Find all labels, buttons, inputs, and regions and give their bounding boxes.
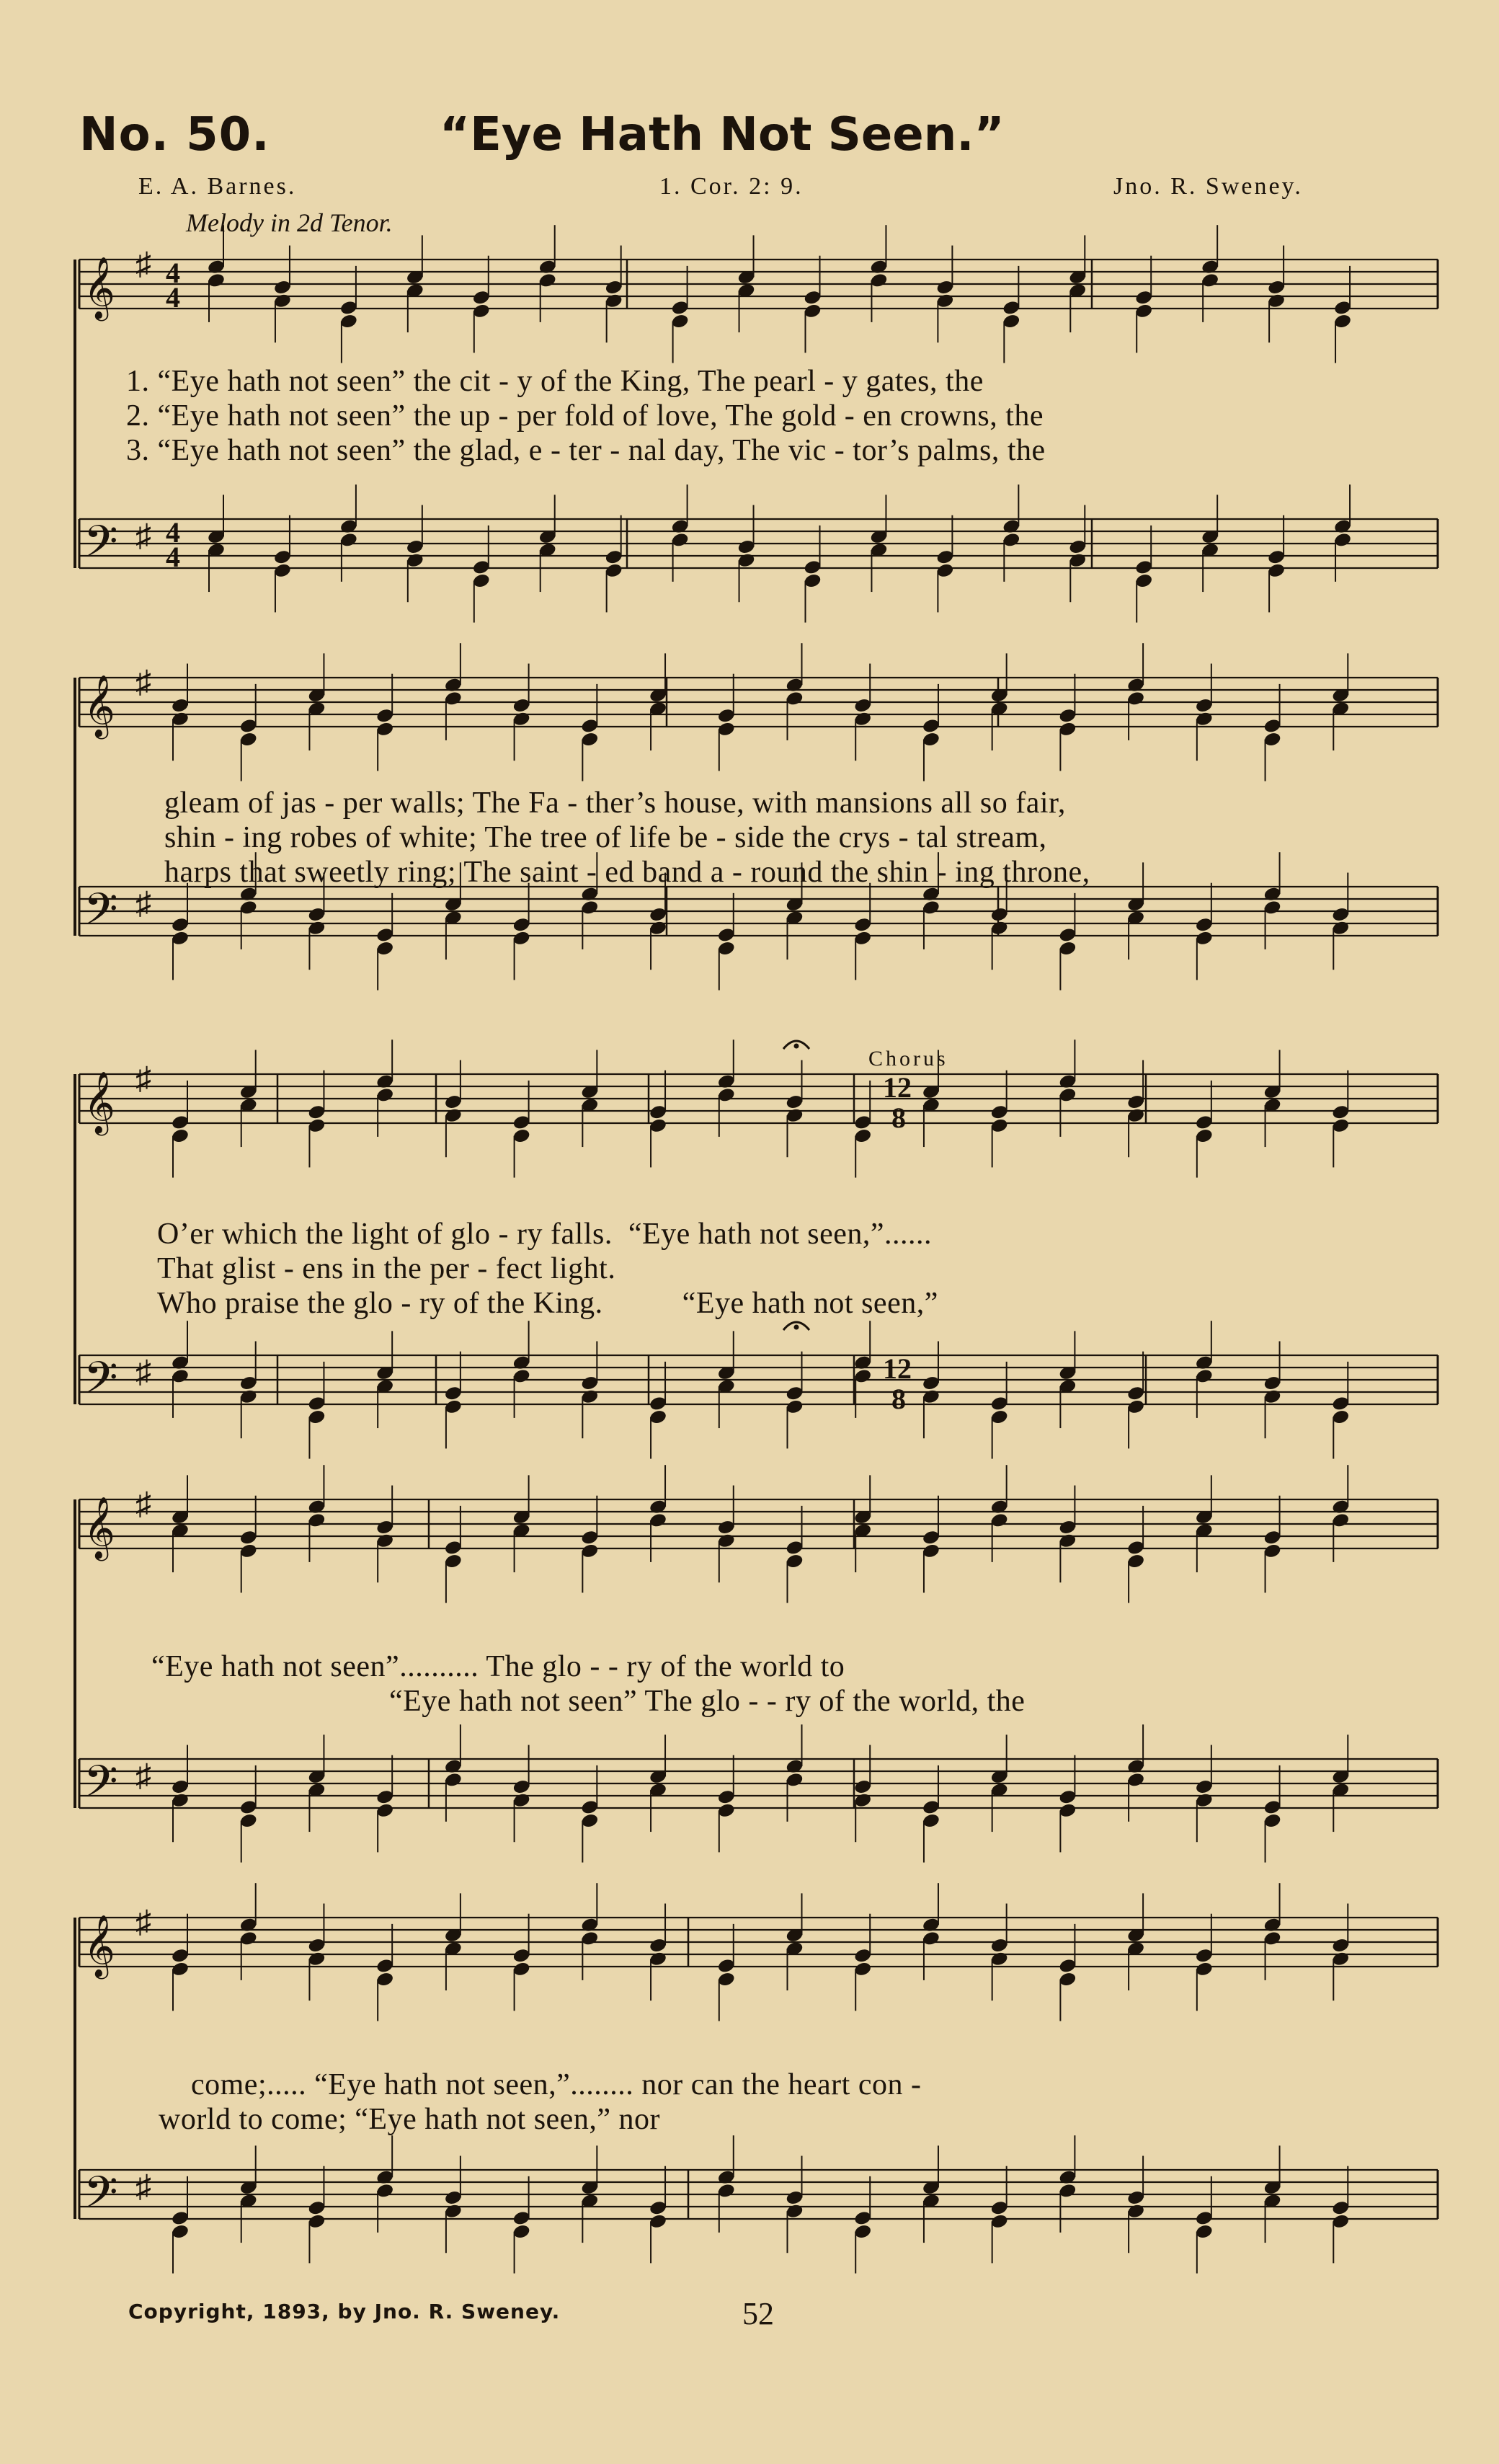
sharp-icon: ♯ <box>135 1060 151 1096</box>
verse-1-line-3: O’er which the light of glo - ry falls. “Eye hath not seen,”...... <box>157 1218 933 1251</box>
time-signature-top: 4 <box>166 257 180 289</box>
time-signature-top: 12 <box>883 1352 912 1385</box>
sharp-icon: ♯ <box>135 1486 151 1522</box>
time-signature-bottom: 4 <box>166 541 180 573</box>
bass-clef-icon: 𝄢 <box>84 516 118 578</box>
treble-clef-icon: 𝄞 <box>84 257 115 319</box>
chorus-line-2-upper: come;..... “Eye hath not seen,”........ nor can the heart con - <box>191 2068 922 2101</box>
time-signature-bottom: 4 <box>166 281 180 314</box>
verse-3-line-1: 3. “Eye hath not seen” the glad, e - ter - nal day, The vic - tor’s palms, the <box>126 434 1046 467</box>
treble-clef-icon: 𝄞 <box>84 1915 115 1977</box>
tempo-marking: Melody in 2d Tenor. <box>186 208 393 237</box>
hymn-title: “Eye Hath Not Seen.” <box>440 108 1005 161</box>
composer-credit: Jno. R. Sweney. <box>1113 173 1303 200</box>
bass-clef-icon: 𝄢 <box>84 1756 118 1818</box>
lyricist-credit: E. A. Barnes. <box>138 173 297 200</box>
sharp-icon: ♯ <box>135 246 151 282</box>
chorus-line-1-upper: “Eye hath not seen”.......... The glo - - ry of the world to <box>151 1650 845 1683</box>
verse-1-line-1: 1. “Eye hath not seen” the cit - y of the King, The pearl - y gates, the <box>126 365 984 398</box>
verse-2-line-2: shin - ing robes of white; The tree of life be - side the crys - tal stream, <box>164 821 1047 854</box>
time-signature-top: 12 <box>883 1071 912 1104</box>
treble-clef-icon: 𝄞 <box>84 1497 115 1559</box>
scripture-reference: 1. Cor. 2: 9. <box>659 173 804 200</box>
bass-clef-icon: 𝄢 <box>84 1352 118 1414</box>
chorus-label: Chorus <box>868 1047 948 1071</box>
page-number: 52 <box>742 2296 774 2331</box>
copyright-notice: Copyright, 1893, by Jno. R. Sweney. <box>128 2300 561 2323</box>
fermata-icon <box>794 1325 799 1330</box>
time-signature-bottom: 8 <box>891 1102 906 1134</box>
verse-1-line-2: gleam of jas - per walls; The Fa - ther’s house, with mansions all so fair, <box>164 786 1066 820</box>
bass-clef-icon: 𝄢 <box>84 2167 118 2229</box>
chorus-line-2-lower: world to come; “Eye hath not seen,” nor <box>159 2103 660 2136</box>
fermata-icon <box>794 1044 799 1049</box>
sharp-icon: ♯ <box>135 2168 151 2204</box>
sharp-icon: ♯ <box>135 518 151 554</box>
sharp-icon: ♯ <box>135 1904 151 1940</box>
verse-2-line-3: That glist - ens in the per - fect light. <box>157 1252 616 1285</box>
chorus-line-1-lower: “Eye hath not seen” The glo - - ry of the world, the <box>389 1685 1026 1718</box>
verse-3-line-3: Who praise the glo - ry of the King. “Eye hath not seen,” <box>157 1287 938 1320</box>
sharp-icon: ♯ <box>135 1354 151 1390</box>
verse-2-line-1: 2. “Eye hath not seen” the up - per fold of love, The gold - en crowns, the <box>126 399 1044 433</box>
treble-clef-icon: 𝄞 <box>84 675 115 737</box>
sharp-icon: ♯ <box>135 664 151 700</box>
time-signature-top: 4 <box>166 516 180 549</box>
treble-clef-icon: 𝄞 <box>84 1071 115 1133</box>
sharp-icon: ♯ <box>135 1758 151 1794</box>
time-signature-bottom: 8 <box>891 1383 906 1415</box>
verse-3-line-2: harps that sweetly ring; The saint - ed band a - round the shin - ing throne, <box>164 856 1090 889</box>
bass-clef-icon: 𝄢 <box>84 884 118 946</box>
hymn-number: No. 50. <box>79 108 270 161</box>
sharp-icon: ♯ <box>135 885 151 921</box>
